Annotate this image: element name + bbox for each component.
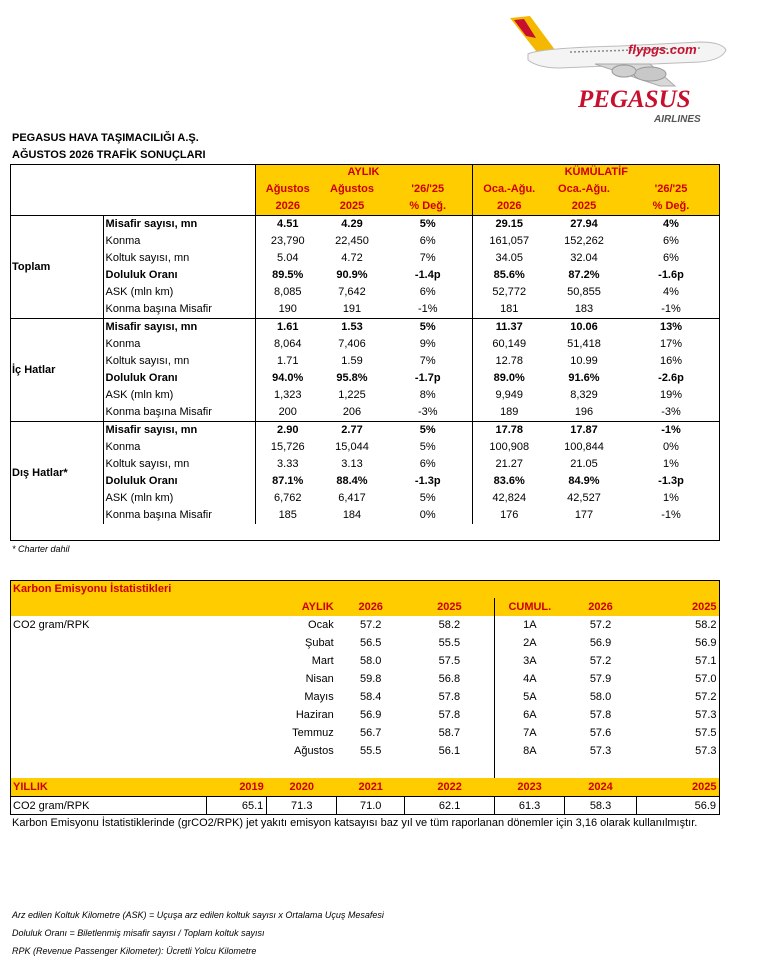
definition-rpk: RPK (Revenue Passenger Kilometer): Ücretli Yolcu Kilometre bbox=[12, 946, 257, 956]
value-cell: 11.37 bbox=[472, 319, 546, 337]
row-label: Doluluk Oranı bbox=[103, 370, 255, 387]
yearly-label: YILLIK bbox=[10, 778, 207, 797]
value-cell: 17% bbox=[659, 338, 683, 350]
value-cell: 6% bbox=[663, 252, 679, 264]
definition-ask: Arz edilen Koltuk Kilometre (ASK) = Uçuşa arz edilen koltuk sayısı x Ortalama Uçuş Mesafesi bbox=[12, 910, 384, 920]
carbon-row-label bbox=[10, 634, 207, 652]
cumul-2025: 57.2 bbox=[695, 691, 717, 703]
row-label: Konma başına Misafir bbox=[103, 507, 255, 524]
yearly-value: 61.3 bbox=[495, 797, 565, 816]
table-row bbox=[10, 250, 720, 267]
pegasus-logo bbox=[500, 8, 730, 126]
cumul-2025: 57.0 bbox=[695, 673, 717, 685]
carbon-row-label bbox=[10, 724, 207, 742]
spacer-cell bbox=[405, 760, 495, 778]
table-row bbox=[10, 267, 720, 284]
value-cell: 8,064 bbox=[273, 338, 302, 350]
spacer-cell bbox=[337, 760, 405, 778]
value-cell: 6% bbox=[663, 235, 679, 247]
value-cell: 83.6% bbox=[493, 475, 525, 487]
row-label: Doluluk Oranı bbox=[103, 267, 255, 284]
value-cell: 89.0% bbox=[493, 372, 525, 384]
spacer-cell bbox=[495, 760, 565, 778]
column-header: Ağustos bbox=[255, 181, 320, 198]
carbon-header-row bbox=[10, 598, 720, 616]
table-row bbox=[10, 370, 720, 387]
value-cell: 8% bbox=[384, 387, 472, 404]
carbon-yearly-header-row bbox=[10, 778, 720, 797]
row-label: ASK (mln km) bbox=[103, 490, 255, 507]
column-header: 2025 bbox=[546, 198, 622, 216]
value-cell: 51,418 bbox=[567, 338, 601, 350]
row-label: Konma başına Misafir bbox=[103, 301, 255, 319]
year-header: 2023 bbox=[495, 778, 565, 797]
row-label: Doluluk Oranı bbox=[103, 473, 255, 490]
month-2025: 57.8 bbox=[405, 688, 495, 706]
value-cell: -3% bbox=[661, 406, 681, 418]
month-2026: 58.4 bbox=[359, 691, 382, 703]
month-name: Mayıs bbox=[304, 691, 334, 703]
value-cell: -1.3p bbox=[658, 475, 684, 487]
value-cell: 10.06 bbox=[546, 319, 622, 337]
value-cell: 95.8% bbox=[336, 372, 368, 384]
value-cell: 89.5% bbox=[272, 269, 304, 281]
value-cell: 42,824 bbox=[492, 492, 527, 504]
column-header: Oca.-Ağu. bbox=[472, 181, 546, 198]
cumul-period: 8A bbox=[523, 745, 537, 757]
column-header: 2026 bbox=[255, 198, 320, 216]
value-cell: 32.04 bbox=[570, 252, 598, 264]
carbon-header-2026: 2026 bbox=[337, 598, 405, 616]
carbon-month-row bbox=[10, 706, 720, 724]
month-name: Mart bbox=[311, 655, 334, 667]
cumul-2026: 57.8 bbox=[589, 709, 612, 721]
value-cell: 6% bbox=[384, 456, 472, 473]
carbon-header-cumul-2026: 2026 bbox=[565, 598, 637, 616]
value-cell: 3.33 bbox=[277, 458, 299, 470]
value-cell: 8,085 bbox=[273, 286, 302, 298]
value-cell: 5% bbox=[384, 319, 472, 337]
row-label: Konma bbox=[103, 233, 255, 250]
year-header: 2025 bbox=[637, 778, 720, 797]
value-cell: 1.59 bbox=[341, 355, 363, 367]
cumulative-header: KÜMÜLATİF bbox=[472, 164, 720, 181]
monthly-header: AYLIK bbox=[255, 164, 472, 181]
spacer-cell bbox=[267, 760, 337, 778]
row-label: Koltuk sayısı, mn bbox=[103, 250, 255, 267]
carbon-header-cumul: CUMUL. bbox=[495, 598, 565, 616]
year-header: 2020 bbox=[267, 778, 337, 797]
value-cell: -1% bbox=[622, 422, 720, 440]
carbon-title: Karbon Emisyonu İstatistikleri bbox=[10, 580, 720, 598]
value-cell: 12.78 bbox=[495, 355, 524, 367]
company-name: PEGASUS HAVA TAŞIMACILIĞI A.Ş. bbox=[12, 132, 199, 144]
value-cell: 21.05 bbox=[570, 458, 598, 470]
table-row bbox=[10, 387, 720, 404]
carbon-month-row bbox=[10, 670, 720, 688]
carbon-month-row bbox=[10, 652, 720, 670]
table-row bbox=[10, 456, 720, 473]
value-cell: 152,262 bbox=[564, 235, 604, 247]
value-cell: 52,772 bbox=[492, 286, 527, 298]
row-label: Misafir sayısı, mn bbox=[103, 216, 255, 234]
month-name: Ocak bbox=[308, 619, 334, 631]
row-label: Koltuk sayısı, mn bbox=[103, 456, 255, 473]
yearly-value: 71.3 bbox=[267, 797, 337, 816]
value-cell: 5% bbox=[384, 490, 472, 507]
carbon-spacer-row bbox=[10, 760, 720, 778]
year-header: 2021 bbox=[337, 778, 405, 797]
value-cell: 19% bbox=[659, 389, 683, 401]
report-title: AĞUSTOS 2026 TRAFİK SONUÇLARI bbox=[12, 149, 206, 161]
table-row bbox=[10, 353, 720, 370]
column-header: % Değ. bbox=[622, 198, 720, 216]
value-cell: 4% bbox=[663, 286, 679, 298]
value-cell: 6,417 bbox=[338, 492, 366, 504]
month-2025: 56.8 bbox=[405, 670, 495, 688]
cumul-2025: 56.9 bbox=[695, 637, 717, 649]
column-header: '26/'25 bbox=[384, 181, 472, 198]
value-cell: 2.90 bbox=[255, 422, 320, 440]
value-cell: 176 bbox=[500, 509, 519, 521]
year-header: 2019 bbox=[207, 778, 267, 797]
month-2025: 55.5 bbox=[405, 634, 495, 652]
value-cell: 1% bbox=[663, 458, 679, 470]
value-cell: 161,057 bbox=[489, 235, 530, 247]
charter-footnote: * Charter dahil bbox=[12, 544, 70, 554]
table-row bbox=[10, 507, 720, 524]
carbon-title-row bbox=[10, 580, 720, 598]
cumul-period: 2A bbox=[523, 637, 537, 649]
value-cell: -1% bbox=[384, 301, 472, 319]
value-cell: 183 bbox=[574, 303, 594, 315]
value-cell: 29.15 bbox=[472, 216, 546, 234]
brand-sub: AIRLINES bbox=[654, 114, 701, 125]
carbon-table bbox=[10, 580, 720, 815]
value-cell: 1,323 bbox=[273, 389, 302, 401]
cumul-period: 1A bbox=[523, 619, 537, 631]
value-cell: 9% bbox=[384, 336, 472, 353]
table-row bbox=[10, 473, 720, 490]
carbon-header-blank bbox=[10, 598, 207, 616]
value-cell: 15,044 bbox=[335, 441, 369, 453]
value-cell: 90.9% bbox=[336, 269, 368, 281]
month-2026: 59.8 bbox=[359, 673, 382, 685]
month-2026: 57.2 bbox=[359, 619, 382, 631]
definitions bbox=[12, 906, 384, 960]
cumul-2026: 57.2 bbox=[589, 655, 612, 667]
value-cell: 87.2% bbox=[568, 269, 600, 281]
column-header: Ağustos bbox=[320, 181, 384, 198]
cumul-2026: 58.0 bbox=[589, 691, 612, 703]
value-cell: 5.04 bbox=[277, 252, 299, 264]
yearly-value: 65.1 bbox=[207, 797, 267, 816]
column-header: % Değ. bbox=[384, 198, 472, 216]
yearly-value: 62.1 bbox=[405, 797, 495, 816]
carbon-header-aylik: AYLIK bbox=[207, 598, 337, 616]
month-2026: 58.0 bbox=[359, 655, 382, 667]
month-2026: 55.5 bbox=[359, 745, 382, 757]
value-cell: 17.78 bbox=[472, 422, 546, 440]
month-2025: 58.2 bbox=[405, 616, 495, 634]
row-label: Konma bbox=[103, 439, 255, 456]
row-label: ASK (mln km) bbox=[103, 284, 255, 301]
cumul-2025: 57.3 bbox=[695, 709, 717, 721]
cumul-2026: 57.2 bbox=[589, 619, 612, 631]
row-label: Misafir sayısı, mn bbox=[103, 422, 255, 440]
svg-text:flypgs.com: flypgs.com bbox=[628, 42, 697, 57]
table-row bbox=[10, 233, 720, 250]
value-cell: 181 bbox=[500, 303, 519, 315]
column-header: 2026 bbox=[472, 198, 546, 216]
value-cell: 34.05 bbox=[495, 252, 524, 264]
value-cell: 5% bbox=[384, 216, 472, 234]
value-cell: 0% bbox=[663, 441, 679, 453]
value-cell: 1.53 bbox=[320, 319, 384, 337]
group-label: İç Hatlar bbox=[10, 319, 103, 422]
month-name: Haziran bbox=[295, 709, 334, 721]
value-cell: -1.4p bbox=[384, 267, 472, 284]
value-cell: -1% bbox=[661, 509, 681, 521]
table-row bbox=[10, 301, 720, 319]
spacer-cell bbox=[207, 760, 267, 778]
corner-cell bbox=[10, 164, 255, 181]
value-cell: -1.7p bbox=[384, 370, 472, 387]
value-cell: 84.9% bbox=[568, 475, 600, 487]
value-cell: 17.87 bbox=[546, 422, 622, 440]
carbon-header-cumul-2025: 2025 bbox=[637, 598, 720, 616]
table-row bbox=[10, 439, 720, 456]
value-cell: 0% bbox=[384, 507, 472, 524]
carbon-row-label bbox=[10, 742, 207, 760]
value-cell: 6% bbox=[384, 233, 472, 250]
table-row bbox=[10, 404, 720, 422]
cumul-period: 6A bbox=[523, 709, 537, 721]
brand-name: PEGASUS bbox=[578, 86, 691, 113]
carbon-header-2025: 2025 bbox=[405, 598, 495, 616]
value-cell: 177 bbox=[574, 509, 594, 521]
spacer-cell bbox=[565, 760, 637, 778]
value-cell: 1.61 bbox=[255, 319, 320, 337]
value-cell: 22,450 bbox=[335, 235, 369, 247]
column-header: Oca.-Ağu. bbox=[546, 181, 622, 198]
carbon-month-row bbox=[10, 634, 720, 652]
row-label: Koltuk sayısı, mn bbox=[103, 353, 255, 370]
value-cell: 27.94 bbox=[546, 216, 622, 234]
value-cell: 21.27 bbox=[495, 458, 524, 470]
row-label: Konma başına Misafir bbox=[103, 404, 255, 422]
value-cell: 60,149 bbox=[492, 338, 527, 350]
value-cell: 1.71 bbox=[277, 355, 299, 367]
value-cell: -3% bbox=[384, 404, 472, 422]
traffic-header-row bbox=[10, 164, 720, 181]
table-row bbox=[10, 336, 720, 353]
month-2026: 56.5 bbox=[359, 637, 382, 649]
value-cell: 2.77 bbox=[320, 422, 384, 440]
value-cell: 7,642 bbox=[338, 286, 366, 298]
value-cell: 4.72 bbox=[341, 252, 363, 264]
carbon-row-label bbox=[10, 670, 207, 688]
month-2025: 56.1 bbox=[405, 742, 495, 760]
cumul-2026: 57.6 bbox=[589, 727, 612, 739]
value-cell: -1% bbox=[661, 303, 681, 315]
cumul-2026: 56.9 bbox=[589, 637, 612, 649]
value-cell: 6% bbox=[384, 284, 472, 301]
cumul-period: 7A bbox=[523, 727, 537, 739]
carbon-row-label bbox=[10, 706, 207, 724]
traffic-column-header-row bbox=[10, 198, 720, 216]
value-cell: 184 bbox=[342, 509, 362, 521]
value-cell: 190 bbox=[278, 303, 297, 315]
column-header: '26/'25 bbox=[622, 181, 720, 198]
value-cell: 10.99 bbox=[570, 355, 598, 367]
month-2026: 56.7 bbox=[359, 727, 382, 739]
cumul-2025: 57.1 bbox=[695, 655, 717, 667]
month-2025: 57.8 bbox=[405, 706, 495, 724]
value-cell: 191 bbox=[342, 303, 362, 315]
value-cell: 23,790 bbox=[270, 235, 305, 247]
table-row bbox=[10, 490, 720, 507]
table-row bbox=[10, 319, 720, 337]
value-cell: 7% bbox=[384, 250, 472, 267]
value-cell: 185 bbox=[278, 509, 297, 521]
carbon-month-row bbox=[10, 688, 720, 706]
value-cell: 94.0% bbox=[272, 372, 304, 384]
value-cell: 100,844 bbox=[564, 441, 604, 453]
month-name: Nisan bbox=[305, 673, 334, 685]
cumul-2025: 57.5 bbox=[695, 727, 717, 739]
group-label: Dış Hatlar* bbox=[10, 422, 103, 525]
value-cell: 4% bbox=[622, 216, 720, 234]
carbon-month-row bbox=[10, 724, 720, 742]
cumul-2026: 57.3 bbox=[589, 745, 612, 757]
spacer-cell bbox=[10, 760, 207, 778]
value-cell: 91.6% bbox=[568, 372, 600, 384]
carbon-month-row bbox=[10, 742, 720, 760]
yearly-row-label: CO2 gram/RPK bbox=[10, 797, 207, 816]
value-cell: -1.3p bbox=[384, 473, 472, 490]
value-cell: 87.1% bbox=[272, 475, 304, 487]
value-cell: 88.4% bbox=[336, 475, 368, 487]
traffic-column-header-row bbox=[10, 181, 720, 198]
yearly-value: 58.3 bbox=[565, 797, 637, 816]
row-label: ASK (mln km) bbox=[103, 387, 255, 404]
cumul-period: 3A bbox=[523, 655, 537, 667]
value-cell: 85.6% bbox=[493, 269, 525, 281]
value-cell: 5% bbox=[384, 422, 472, 440]
group-label: Toplam bbox=[10, 216, 103, 319]
cumul-2026: 57.9 bbox=[589, 673, 612, 685]
value-cell: 15,726 bbox=[270, 441, 305, 453]
value-cell: 100,908 bbox=[489, 441, 530, 453]
month-name: Ağustos bbox=[293, 745, 334, 757]
cumul-period: 4A bbox=[523, 673, 537, 685]
value-cell: 9,949 bbox=[495, 389, 524, 401]
month-name: Şubat bbox=[304, 637, 334, 649]
month-2025: 57.5 bbox=[405, 652, 495, 670]
corner-cell bbox=[10, 198, 255, 216]
value-cell: 3.13 bbox=[341, 458, 363, 470]
value-cell: 7% bbox=[384, 353, 472, 370]
year-header: 2024 bbox=[565, 778, 637, 797]
traffic-table bbox=[10, 164, 720, 524]
table-row bbox=[10, 216, 720, 234]
value-cell: 50,855 bbox=[567, 286, 601, 298]
value-cell: 16% bbox=[659, 355, 683, 367]
column-header: 2025 bbox=[320, 198, 384, 216]
definition-load-factor: Doluluk Oranı = Biletlenmiş misafir sayısı / Toplam koltuk sayısı bbox=[12, 928, 265, 938]
table-row bbox=[10, 284, 720, 301]
value-cell: 189 bbox=[500, 406, 519, 418]
carbon-yearly-row bbox=[10, 797, 720, 816]
year-header: 2022 bbox=[405, 778, 495, 797]
value-cell: 206 bbox=[342, 406, 362, 418]
carbon-note: Karbon Emisyonu İstatistiklerinde (grCO2/RPK) jet yakıtı emisyon katsayısı baz yıl ve tüm raporlanan dönemler için 3,16 olarak kullanılmıştır. bbox=[12, 817, 698, 829]
row-label: Konma bbox=[103, 336, 255, 353]
document-title bbox=[12, 130, 206, 164]
value-cell: 8,329 bbox=[570, 389, 598, 401]
carbon-month-row bbox=[10, 616, 720, 634]
yearly-value: 71.0 bbox=[337, 797, 405, 816]
month-2026: 56.9 bbox=[359, 709, 382, 721]
value-cell: 4.29 bbox=[320, 216, 384, 234]
value-cell: 196 bbox=[574, 406, 594, 418]
month-name: Temmuz bbox=[292, 727, 334, 739]
value-cell: 7,406 bbox=[338, 338, 366, 350]
value-cell: 6,762 bbox=[273, 492, 302, 504]
spacer-cell bbox=[637, 760, 720, 778]
value-cell: 1% bbox=[663, 492, 679, 504]
cumul-2025: 57.3 bbox=[695, 745, 717, 757]
carbon-row-label: CO2 gram/RPK bbox=[13, 619, 90, 631]
cumul-period: 5A bbox=[523, 691, 537, 703]
value-cell: 4.51 bbox=[255, 216, 320, 234]
value-cell: -2.6p bbox=[658, 372, 684, 384]
month-2025: 58.7 bbox=[405, 724, 495, 742]
value-cell: 13% bbox=[622, 319, 720, 337]
row-label: Misafir sayısı, mn bbox=[103, 319, 255, 337]
value-cell: -1.6p bbox=[658, 269, 684, 281]
carbon-row-label bbox=[10, 652, 207, 670]
value-cell: 1,225 bbox=[338, 389, 366, 401]
value-cell: 5% bbox=[384, 439, 472, 456]
value-cell: 42,527 bbox=[567, 492, 601, 504]
yearly-value: 56.9 bbox=[637, 797, 720, 816]
carbon-row-label bbox=[10, 688, 207, 706]
corner-cell bbox=[10, 181, 255, 198]
value-cell: 200 bbox=[278, 406, 297, 418]
table-row bbox=[10, 422, 720, 440]
cumul-2025: 58.2 bbox=[695, 619, 717, 631]
